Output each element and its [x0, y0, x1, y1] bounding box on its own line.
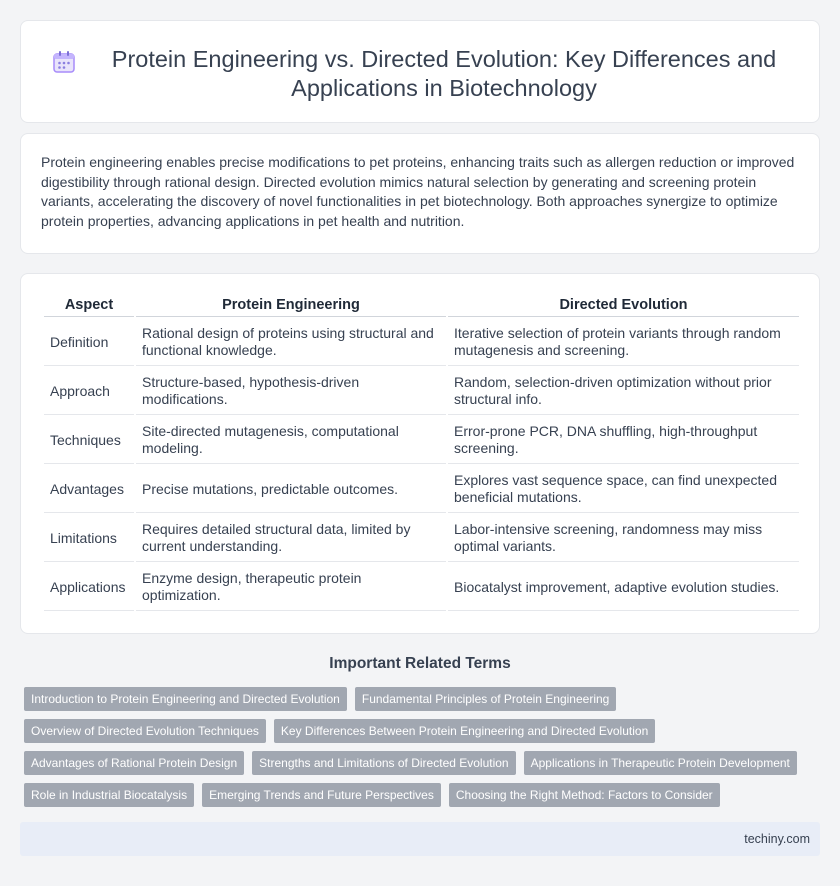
calendar-icon [51, 49, 77, 75]
related-term-tag[interactable]: Strengths and Limitations of Directed Evolution [252, 751, 515, 775]
protein-engineering-cell: Precise mutations, predictable outcomes. [136, 466, 446, 513]
aspect-cell: Advantages [44, 466, 134, 513]
page-title: Protein Engineering vs. Directed Evolution: Key Differences and Applications in Biotechnology [111, 46, 777, 101]
related-terms-heading: Important Related Terms [329, 655, 511, 672]
tag-row [24, 719, 824, 743]
related-term-tag[interactable]: Choosing the Right Method: Factors to Consider [449, 783, 720, 807]
column-header: Directed Evolution [448, 296, 799, 317]
protein-engineering-cell: Site-directed mutagenesis, computational modeling. [136, 417, 446, 464]
tag-row [24, 687, 824, 711]
table-header-row [44, 296, 799, 317]
table-row [44, 368, 799, 415]
directed-evolution-cell: Biocatalyst improvement, adaptive evolution studies. [448, 564, 799, 611]
intro-paragraph: Protein engineering enables precise modifications to pet proteins, enhancing traits such as allergen reduction or improved digestibility through rational design. Directed evolution mimics natural selection by generating and screening protein variants, accelerating the discovery of novel functionalities in pet biotechnology. Both approaches synergize to optimize protein properties, advancing applications in pet health and nutrition. [41, 154, 795, 229]
aspect-cell: Limitations [44, 515, 134, 562]
related-term-tag[interactable]: Fundamental Principles of Protein Engineering [355, 687, 616, 711]
table-row [44, 564, 799, 611]
table-row [44, 417, 799, 464]
directed-evolution-cell: Explores vast sequence space, can find unexpected beneficial mutations. [448, 466, 799, 513]
related-term-tag[interactable]: Key Differences Between Protein Engineering and Directed Evolution [274, 719, 655, 743]
related-term-tag[interactable]: Overview of Directed Evolution Techniques [24, 719, 266, 743]
comparison-card [20, 273, 820, 634]
tag-row [24, 783, 824, 807]
directed-evolution-cell: Iterative selection of protein variants through random mutagenesis and screening. [448, 319, 799, 366]
aspect-cell: Definition [44, 319, 134, 366]
protein-engineering-cell: Enzyme design, therapeutic protein optimization. [136, 564, 446, 611]
protein-engineering-cell: Requires detailed structural data, limited by current understanding. [136, 515, 446, 562]
intro-card [20, 133, 820, 254]
table-row [44, 319, 799, 366]
related-terms-list [24, 687, 824, 815]
related-term-tag[interactable]: Role in Industrial Biocatalysis [24, 783, 194, 807]
related-term-tag[interactable]: Introduction to Protein Engineering and Directed Evolution [24, 687, 347, 711]
related-term-tag[interactable]: Emerging Trends and Future Perspectives [202, 783, 441, 807]
aspect-cell: Techniques [44, 417, 134, 464]
aspect-cell: Applications [44, 564, 134, 611]
protein-engineering-cell: Rational design of proteins using structural and functional knowledge. [136, 319, 446, 366]
column-header: Aspect [44, 296, 134, 317]
table-row [44, 466, 799, 513]
tag-row [24, 751, 824, 775]
directed-evolution-cell: Error-prone PCR, DNA shuffling, high-throughput screening. [448, 417, 799, 464]
directed-evolution-cell: Random, selection-driven optimization without prior structural info. [448, 368, 799, 415]
related-term-tag[interactable]: Advantages of Rational Protein Design [24, 751, 244, 775]
protein-engineering-cell: Structure-based, hypothesis-driven modifications. [136, 368, 446, 415]
aspect-cell: Approach [44, 368, 134, 415]
related-term-tag[interactable]: Applications in Therapeutic Protein Development [524, 751, 797, 775]
table-row [44, 515, 799, 562]
directed-evolution-cell: Labor-intensive screening, randomness may miss optimal variants. [448, 515, 799, 562]
footer [20, 822, 820, 856]
footer-site-link[interactable]: techiny.com [744, 832, 810, 846]
column-header: Protein Engineering [136, 296, 446, 317]
title-card [20, 20, 820, 123]
comparison-table [42, 294, 801, 613]
